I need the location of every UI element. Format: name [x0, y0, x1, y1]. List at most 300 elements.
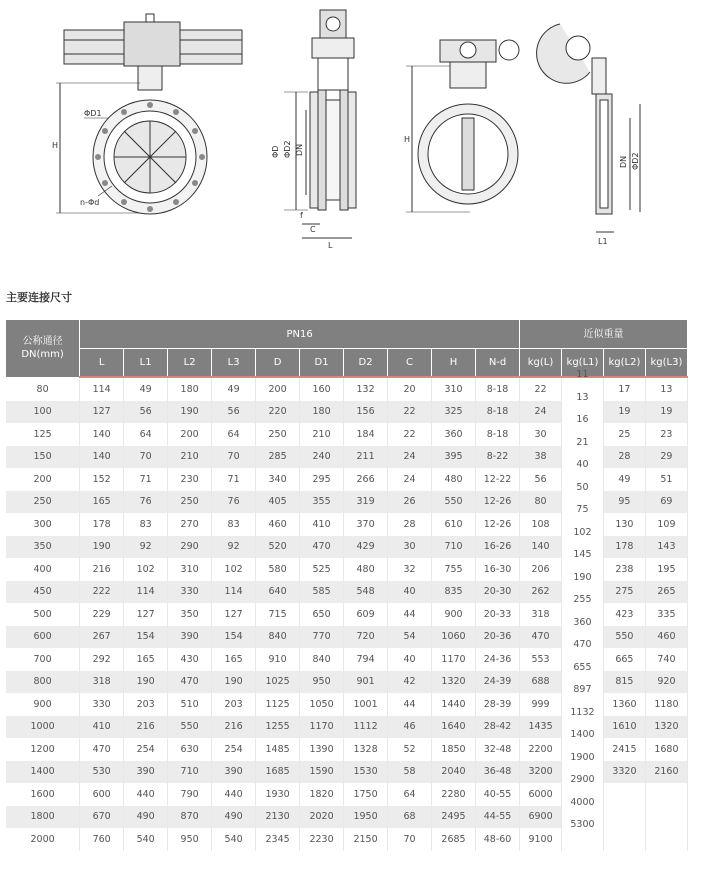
table-cell: 56 — [212, 401, 256, 424]
table-cell: 180 — [168, 377, 212, 401]
table-cell: 22 — [388, 401, 432, 424]
table-cell: 840 — [300, 648, 344, 671]
drawing-label-phi-d: ΦD — [271, 145, 280, 158]
table-cell: 68 — [388, 806, 432, 829]
table-cell: 770 — [300, 626, 344, 649]
table-cell: 22 — [388, 423, 432, 446]
table-cell: 54 — [388, 626, 432, 649]
table-cell: 254 — [124, 738, 168, 761]
table-cell: 92 — [212, 536, 256, 559]
table-cell: 1950 — [344, 806, 388, 829]
table-cell: 1112 — [344, 716, 388, 739]
table-cell: 114 — [124, 581, 168, 604]
drawing-label-l1: L1 — [598, 237, 608, 246]
table-cell: 20-33 — [476, 603, 520, 626]
table-cell: 38 — [520, 446, 562, 469]
table-cell-dn: 100 — [6, 401, 80, 424]
table-cell: 6000 — [520, 783, 562, 806]
table-cell: 203 — [212, 693, 256, 716]
table-cell: 71 — [124, 468, 168, 491]
table-cell: 1025 — [256, 671, 300, 694]
table-cell-dn: 400 — [6, 558, 80, 581]
table-cell: 520 — [256, 536, 300, 559]
table-cell: 310 — [168, 558, 212, 581]
table-cell: 335 — [645, 603, 687, 626]
table-cell-dn: 600 — [6, 626, 80, 649]
table-cell — [603, 783, 645, 806]
table-cell: 48-60 — [476, 828, 520, 851]
table-cell: 143 — [645, 536, 687, 559]
table-cell-kg-l1-value: 13 — [576, 391, 589, 403]
table-cell: 184 — [344, 423, 388, 446]
header-pn16: PN16 — [80, 320, 520, 349]
table-cell: 52 — [388, 738, 432, 761]
table-cell: 548 — [344, 581, 388, 604]
wafer-front-drawing — [406, 40, 519, 212]
valve-technical-drawings — [0, 0, 709, 260]
table-cell: 25 — [603, 423, 645, 446]
table-cell: 1440 — [432, 693, 476, 716]
table-cell: 46 — [388, 716, 432, 739]
table-cell: 44 — [388, 603, 432, 626]
table-cell-dn: 1400 — [6, 761, 80, 784]
table-cell: 390 — [124, 761, 168, 784]
table-cell: 670 — [80, 806, 124, 829]
table-cell: 8-18 — [476, 377, 520, 401]
table-cell: 28-42 — [476, 716, 520, 739]
table-cell: 1255 — [256, 716, 300, 739]
table-cell: 64 — [124, 423, 168, 446]
table-cell: 19 — [645, 401, 687, 424]
table-cell: 650 — [300, 603, 344, 626]
table-cell: 70 — [388, 828, 432, 851]
table-cell: 550 — [603, 626, 645, 649]
table-cell: 28 — [388, 513, 432, 536]
table-cell: 76 — [212, 491, 256, 514]
dimension-table-container — [6, 320, 688, 851]
table-cell-kg-l1-value: 1132 — [570, 706, 595, 718]
table-cell-kg-l1-value: 655 — [573, 661, 592, 673]
table-cell: 250 — [168, 491, 212, 514]
table-cell: 49 — [603, 468, 645, 491]
table-row — [6, 828, 688, 851]
table-cell: 240 — [300, 446, 344, 469]
table-cell: 267 — [80, 626, 124, 649]
table-cell-kg-l1-value: 897 — [573, 684, 592, 695]
table-cell: 1170 — [432, 648, 476, 671]
header-dn: 公称通径 DN(mm) — [6, 320, 80, 377]
table-cell: 2345 — [256, 828, 300, 851]
table-cell: 190 — [124, 671, 168, 694]
table-cell: 140 — [80, 446, 124, 469]
table-cell: 230 — [168, 468, 212, 491]
table-cell-kg-l1-value: 145 — [573, 549, 592, 560]
table-cell: 265 — [645, 581, 687, 604]
table-cell: 530 — [80, 761, 124, 784]
table-cell: 2415 — [603, 738, 645, 761]
table-cell-kg-l1-value: 11 — [576, 369, 589, 380]
table-cell: 3320 — [603, 761, 645, 784]
table-cell — [603, 828, 645, 851]
dimension-table — [6, 320, 688, 851]
drawing-label-dn-right: DN — [619, 155, 628, 168]
table-cell: 44 — [388, 693, 432, 716]
table-cell: 318 — [520, 603, 562, 626]
table-cell: 190 — [168, 401, 212, 424]
table-cell-dn: 1000 — [6, 716, 80, 739]
table-cell: 395 — [432, 446, 476, 469]
table-cell-dn: 125 — [6, 423, 80, 446]
drawing-label-l: L — [328, 241, 333, 250]
column-header: D — [256, 349, 300, 378]
table-cell: 2150 — [344, 828, 388, 851]
table-cell: 165 — [212, 648, 256, 671]
table-cell: 8-22 — [476, 446, 520, 469]
table-cell: 550 — [432, 491, 476, 514]
table-cell-kg-l1-value: 255 — [573, 594, 592, 605]
table-cell: 20 — [388, 377, 432, 401]
table-cell-dn: 300 — [6, 513, 80, 536]
table-cell — [603, 806, 645, 829]
drawing-label-h-left: H — [52, 141, 59, 150]
table-cell: 390 — [212, 761, 256, 784]
table-cell: 480 — [344, 558, 388, 581]
table-cell-kg-l1-value: 470 — [573, 639, 592, 650]
table-cell: 216 — [212, 716, 256, 739]
table-cell: 290 — [168, 536, 212, 559]
table-cell: 127 — [124, 603, 168, 626]
table-cell: 540 — [212, 828, 256, 851]
table-cell: 340 — [256, 468, 300, 491]
table-cell-kg-l1-value: 1400 — [570, 729, 595, 740]
table-cell: 229 — [80, 603, 124, 626]
table-cell-dn: 200 — [6, 468, 80, 491]
table-cell: 1590 — [300, 761, 344, 784]
table-cell: 790 — [168, 783, 212, 806]
table-cell: 490 — [212, 806, 256, 829]
table-cell: 835 — [432, 581, 476, 604]
table-cell: 12-26 — [476, 491, 520, 514]
table-cell: 292 — [80, 648, 124, 671]
table-cell: 540 — [124, 828, 168, 851]
table-cell: 165 — [124, 648, 168, 671]
table-cell: 22 — [520, 377, 562, 401]
table-cell: 2020 — [300, 806, 344, 829]
table-cell: 360 — [432, 423, 476, 446]
column-header: kg(L) — [520, 349, 562, 378]
table-cell: 262 — [520, 581, 562, 604]
table-cell: 1328 — [344, 738, 388, 761]
table-cell: 210 — [168, 446, 212, 469]
column-header: L2 — [168, 349, 212, 378]
table-cell: 220 — [256, 401, 300, 424]
drawing-label-phi-d2: ΦD2 — [283, 140, 292, 158]
table-cell: 1320 — [645, 716, 687, 739]
table-cell: 665 — [603, 648, 645, 671]
table-cell: 1530 — [344, 761, 388, 784]
table-cell: 19 — [603, 401, 645, 424]
table-cell: 28 — [603, 446, 645, 469]
table-cell: 80 — [520, 491, 562, 514]
table-cell: 51 — [645, 468, 687, 491]
table-cell: 102 — [212, 558, 256, 581]
drawing-label-c: C — [310, 225, 316, 234]
column-header: L1 — [124, 349, 168, 378]
table-cell: 69 — [645, 491, 687, 514]
table-cell: 71 — [212, 468, 256, 491]
table-cell: 285 — [256, 446, 300, 469]
table-cell: 1320 — [432, 671, 476, 694]
table-cell: 64 — [388, 783, 432, 806]
table-cell-dn: 350 — [6, 536, 80, 559]
table-cell: 2685 — [432, 828, 476, 851]
table-cell: 24 — [388, 468, 432, 491]
column-header: D2 — [344, 349, 388, 378]
table-cell: 350 — [168, 603, 212, 626]
table-cell: 1610 — [603, 716, 645, 739]
table-cell: 429 — [344, 536, 388, 559]
table-cell — [645, 806, 687, 829]
table-cell: 1390 — [300, 738, 344, 761]
table-cell: 30 — [520, 423, 562, 446]
table-cell: 211 — [344, 446, 388, 469]
table-cell: 70 — [124, 446, 168, 469]
table-cell: 1640 — [432, 716, 476, 739]
column-header: L3 — [212, 349, 256, 378]
table-cell: 70 — [212, 446, 256, 469]
table-cell: 609 — [344, 603, 388, 626]
table-cell: 710 — [168, 761, 212, 784]
table-cell-dn: 150 — [6, 446, 80, 469]
table-cell: 160 — [300, 377, 344, 401]
table-cell: 26 — [388, 491, 432, 514]
table-cell: 410 — [80, 716, 124, 739]
column-header: N-d — [476, 349, 520, 378]
table-cell: 44-55 — [476, 806, 520, 829]
table-cell: 430 — [168, 648, 212, 671]
table-cell-dn: 1600 — [6, 783, 80, 806]
table-cell: 600 — [80, 783, 124, 806]
table-cell: 36-48 — [476, 761, 520, 784]
table-cell: 40-55 — [476, 783, 520, 806]
table-cell: 12-26 — [476, 513, 520, 536]
table-cell: 102 — [124, 558, 168, 581]
table-cell: 755 — [432, 558, 476, 581]
table-cell: 1050 — [300, 693, 344, 716]
table-cell: 510 — [168, 693, 212, 716]
table-cell: 2040 — [432, 761, 476, 784]
table-cell: 390 — [168, 626, 212, 649]
drawing-label-d1: ΦD1 — [84, 109, 102, 118]
table-cell: 56 — [124, 401, 168, 424]
table-cell: 423 — [603, 603, 645, 626]
table-cell-dn: 450 — [6, 581, 80, 604]
table-cell-dn: 900 — [6, 693, 80, 716]
table-cell: 640 — [256, 581, 300, 604]
table-cell-dn: 250 — [6, 491, 80, 514]
section-title: 主要连接尺寸 — [6, 291, 72, 304]
table-cell: 370 — [344, 513, 388, 536]
table-cell: 165 — [80, 491, 124, 514]
table-cell: 410 — [300, 513, 344, 536]
table-cell: 550 — [168, 716, 212, 739]
table-cell: 216 — [124, 716, 168, 739]
table-cell: 32-48 — [476, 738, 520, 761]
column-header: D1 — [300, 349, 344, 378]
table-cell: 470 — [300, 536, 344, 559]
table-cell: 140 — [520, 536, 562, 559]
table-cell-kg-l1-value: 40 — [576, 459, 589, 470]
table-cell: 310 — [432, 377, 476, 401]
table-cell: 6900 — [520, 806, 562, 829]
table-cell: 1820 — [300, 783, 344, 806]
drawing-label-dn-mid: DN — [295, 143, 304, 156]
table-cell-kg-l1 — [562, 819, 604, 851]
table-cell-dn: 700 — [6, 648, 80, 671]
table-cell: 76 — [124, 491, 168, 514]
table-cell: 3200 — [520, 761, 562, 784]
table-cell: 200 — [168, 423, 212, 446]
table-cell: 1001 — [344, 693, 388, 716]
table-cell: 2160 — [645, 761, 687, 784]
table-cell: 1930 — [256, 783, 300, 806]
table-cell: 178 — [603, 536, 645, 559]
table-cell-dn: 500 — [6, 603, 80, 626]
table-cell: 760 — [80, 828, 124, 851]
table-cell: 20-36 — [476, 626, 520, 649]
table-cell: 64 — [212, 423, 256, 446]
table-cell: 24 — [520, 401, 562, 424]
drawing-label-d2-right: ΦD2 — [631, 152, 640, 170]
table-cell: 901 — [344, 671, 388, 694]
table-cell: 688 — [520, 671, 562, 694]
table-cell: 8-18 — [476, 401, 520, 424]
table-cell: 29 — [645, 446, 687, 469]
header-weight: 近似重量 — [520, 320, 688, 349]
table-cell: 1485 — [256, 738, 300, 761]
table-cell: 17 — [603, 377, 645, 401]
table-cell: 815 — [603, 671, 645, 694]
table-cell: 490 — [124, 806, 168, 829]
table-cell: 270 — [168, 513, 212, 536]
table-cell: 1125 — [256, 693, 300, 716]
column-header: C — [388, 349, 432, 378]
column-header: H — [432, 349, 476, 378]
table-cell-dn: 800 — [6, 671, 80, 694]
table-cell: 840 — [256, 626, 300, 649]
table-cell: 127 — [212, 603, 256, 626]
table-cell: 275 — [603, 581, 645, 604]
table-cell: 1750 — [344, 783, 388, 806]
table-cell: 92 — [124, 536, 168, 559]
table-cell: 108 — [520, 513, 562, 536]
table-cell: 140 — [80, 423, 124, 446]
column-header: kg(L3) — [645, 349, 687, 378]
table-cell: 190 — [80, 536, 124, 559]
table-cell: 216 — [80, 558, 124, 581]
table-cell: 1435 — [520, 716, 562, 739]
table-cell: 2230 — [300, 828, 344, 851]
table-cell: 250 — [256, 423, 300, 446]
table-cell: 254 — [212, 738, 256, 761]
table-cell-kg-l1-value: 360 — [573, 616, 592, 628]
table-cell — [645, 828, 687, 851]
wafer-side-drawing — [537, 24, 640, 232]
table-cell: 630 — [168, 738, 212, 761]
table-cell: 178 — [80, 513, 124, 536]
table-cell-kg-l1-value: 21 — [576, 436, 589, 448]
table-cell: 32 — [388, 558, 432, 581]
table-cell: 56 — [520, 468, 562, 491]
table-cell-kg-l1-value: 1900 — [570, 751, 595, 763]
table-cell: 266 — [344, 468, 388, 491]
table-cell: 710 — [432, 536, 476, 559]
table-cell-kg-l1-value: 102 — [573, 526, 592, 538]
table-cell: 152 — [80, 468, 124, 491]
side-section-drawing — [284, 10, 356, 238]
table-cell: 319 — [344, 491, 388, 514]
table-cell: 24-36 — [476, 648, 520, 671]
drawing-label-n-d: n-Φd — [80, 198, 100, 207]
table-cell: 95 — [603, 491, 645, 514]
table-cell: 42 — [388, 671, 432, 694]
table-cell: 2130 — [256, 806, 300, 829]
table-cell-kg-l1-value: 16 — [576, 414, 589, 425]
table-cell: 58 — [388, 761, 432, 784]
table-cell: 1685 — [256, 761, 300, 784]
drawing-label-h-right: H — [404, 135, 411, 144]
table-cell: 8-18 — [476, 423, 520, 446]
table-cell: 355 — [300, 491, 344, 514]
table-cell: 950 — [168, 828, 212, 851]
drawing-label-f: f — [300, 211, 303, 220]
table-cell: 130 — [603, 513, 645, 536]
table-cell: 40 — [388, 581, 432, 604]
table-cell: 720 — [344, 626, 388, 649]
table-cell: 1180 — [645, 693, 687, 716]
table-cell: 900 — [432, 603, 476, 626]
table-cell: 740 — [645, 648, 687, 671]
table-cell: 1850 — [432, 738, 476, 761]
table-cell: 2280 — [432, 783, 476, 806]
table-cell-kg-l1-value: 75 — [576, 504, 589, 515]
table-cell: 525 — [300, 558, 344, 581]
table-cell: 580 — [256, 558, 300, 581]
table-cell: 470 — [520, 626, 562, 649]
table-cell: 23 — [645, 423, 687, 446]
table-cell-dn: 80 — [6, 377, 80, 401]
table-cell: 440 — [212, 783, 256, 806]
table-cell: 190 — [212, 671, 256, 694]
table-cell: 83 — [124, 513, 168, 536]
table-cell: 1360 — [603, 693, 645, 716]
table-cell: 9100 — [520, 828, 562, 851]
table-cell: 210 — [300, 423, 344, 446]
table-cell: 28-39 — [476, 693, 520, 716]
table-cell: 470 — [168, 671, 212, 694]
table-cell-kg-l1-value: 50 — [576, 481, 589, 493]
table-cell: 2200 — [520, 738, 562, 761]
table-cell: 222 — [80, 581, 124, 604]
table-cell: 40 — [388, 648, 432, 671]
table-cell: 405 — [256, 491, 300, 514]
table-cell: 870 — [168, 806, 212, 829]
table-cell: 13 — [645, 377, 687, 401]
table-cell: 910 — [256, 648, 300, 671]
table-cell: 553 — [520, 648, 562, 671]
table-cell: 114 — [80, 377, 124, 401]
table-cell: 325 — [432, 401, 476, 424]
